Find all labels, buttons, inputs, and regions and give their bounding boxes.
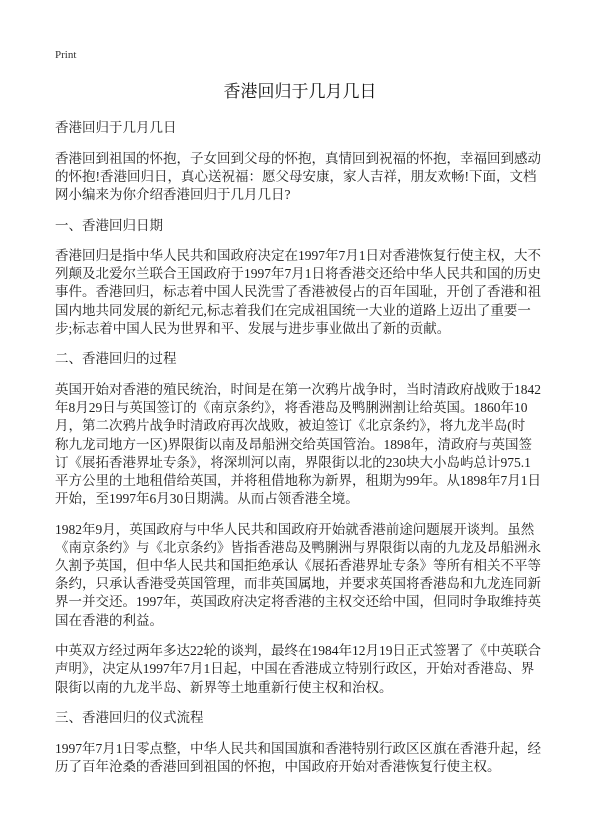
paragraph-line: 网小编来为你介绍香港回归于几月几日? — [55, 186, 291, 202]
paragraph-line: 事件。香港回归，标志着中国人民洗雪了香港被侵占的百年国耻，开创了香港和祖 — [55, 284, 541, 300]
paragraph — [55, 381, 550, 508]
paragraph — [55, 247, 550, 338]
paragraph — [55, 740, 550, 776]
paragraph-line: 国在香港的利益。 — [55, 612, 163, 628]
paragraph-line: 国内地共同发展的新纪元,标志着我们在完成祖国统一大业的道路上迈出了重要一 — [55, 302, 531, 318]
paragraph-line: 1997年7月1日零点整，中华人民共和国国旗和香港特别行政区区旗在香港升起，经 — [55, 740, 541, 756]
paragraph-line: 英国开始对香港的殖民统治，时间是在第一次鸦片战争时，当时清政府战败于1842 — [55, 382, 541, 398]
section-heading — [55, 709, 550, 727]
paragraph — [55, 642, 550, 697]
paragraph-line: 界一并交还。1997年，英国政府决定将香港的主权交还给中国，但同时争取维持英 — [55, 594, 541, 610]
paragraph-line: 限街以南的九龙半岛、新界等土地重新行使主权和治权。 — [55, 679, 393, 695]
paragraph-line: 平方公里的土地租借给英国，并将租借地称为新界，租期为99年。从1898年7月1日 — [55, 472, 541, 488]
intro-paragraph — [55, 150, 550, 205]
paragraph-line: 香港回归是指中华人民共和国政府决定在1997年7月1日对香港恢复行使主权，大不 — [55, 248, 541, 264]
paragraph — [55, 521, 550, 630]
article-subtitle — [55, 119, 550, 137]
paragraph-line: 《南京条约》与《北京条约》皆指香港岛及鸭脷洲与界限街以南的九龙及昂船洲永 — [55, 539, 541, 555]
section-heading-text: 三、香港回归的仪式流程 — [55, 710, 204, 726]
paragraph-line: 条约，只承认香港受英国管理，而非英国属地，并要求英国将香港岛和九龙连同新 — [55, 576, 541, 592]
paragraph-line: 称九龙司地方一区)界限街以南及昂船洲交给英国管治。1898年，清政府与英国签 — [55, 436, 532, 452]
paragraph-line: 订《展拓香港界址专条》，将深圳河以南，界限街以北的230块大小岛屿总计975.1 — [55, 454, 531, 470]
section-heading-text: 二、香港回归的过程 — [55, 351, 177, 367]
paragraph-line: 步;标志着中国人民为世界和平、发展与进步事业做出了新的贡献。 — [55, 320, 451, 336]
section-heading — [55, 217, 550, 235]
subtitle-text: 香港回归于几月几日 — [55, 120, 177, 135]
paragraph-line: 的怀抱!香港回归日，真心送祝福：愿父母安康，家人吉祥，朋友欢畅!下面，文档 — [55, 168, 537, 184]
paragraph-line: 1982年9月，英国政府与中华人民共和国政府开始就香港前途问题展开谈判。虽然 — [55, 521, 535, 537]
paragraph-line: 久割予英国，但中华人民共和国拒绝承认《展拓香港界址专条》等所有相关不平等 — [55, 558, 541, 574]
paragraph-line: 香港回到祖国的怀抱，子女回到父母的怀抱，真情回到祝福的怀抱，幸福回到感动 — [55, 150, 541, 166]
paragraph-line: 月，第二次鸦片战争时清政府再次战败，被迫签订《北京条约》，将九龙半岛(时 — [55, 418, 526, 434]
paragraph-line: 中英双方经过两年多达22轮的谈判，最终在1984年12月19日正式签署了《中英联合 — [55, 643, 541, 659]
paragraph-line: 列颠及北爱尔兰联合王国政府于1997年7月1日将香港交还给中华人民共和国的历史 — [55, 266, 541, 282]
paragraph-line: 开始，至1997年6月30日期满。从而占领香港全境。 — [55, 491, 359, 507]
print-link[interactable]: Print — [55, 49, 77, 61]
article-body — [55, 119, 550, 776]
section-heading-text: 一、香港回归日期 — [55, 217, 163, 233]
document-title: 香港回归于几月几日 — [223, 82, 377, 102]
paragraph-line: 年8月29日与英国签订的《南京条约》，将香港岛及鸭脷洲割让给英国。1860年10 — [55, 400, 528, 416]
section-heading — [55, 350, 550, 368]
paragraph-line: 声明》，决定从1997年7月1日起，中国在香港成立特别行政区，开始对香港岛、界 — [55, 661, 535, 677]
paragraph-line: 历了百年沧桑的香港回到祖国的怀抱，中国政府开始对香港恢复行使主权。 — [55, 758, 501, 774]
